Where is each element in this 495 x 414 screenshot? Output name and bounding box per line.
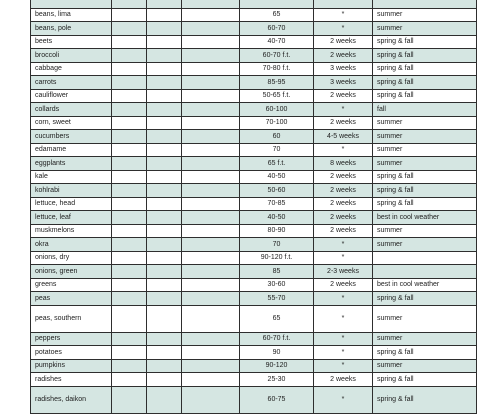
blank-cell xyxy=(147,157,182,171)
blank-cell xyxy=(147,35,182,49)
blank-cell xyxy=(112,49,147,63)
blank-cell xyxy=(182,359,240,373)
blank-cell xyxy=(112,116,147,130)
crop-name-cell: corn, sweet xyxy=(31,116,112,130)
blank-cell xyxy=(182,238,240,252)
table-row xyxy=(31,359,477,373)
days-to-harvest-cell: 80-90 xyxy=(240,224,314,238)
planting-interval-cell: 3 weeks xyxy=(314,62,373,76)
table-row xyxy=(31,35,477,49)
planting-interval-cell: 8 weeks xyxy=(314,157,373,171)
blank-cell xyxy=(147,197,182,211)
blank-cell xyxy=(112,157,147,171)
days-to-harvest-cell: 90 xyxy=(240,346,314,360)
season-cell: summer xyxy=(373,116,477,130)
days-to-harvest-cell: 60-70 f.t. xyxy=(240,49,314,63)
blank-cell xyxy=(182,224,240,238)
planting-interval-cell: 2 weeks xyxy=(314,278,373,292)
table-row xyxy=(31,0,477,8)
blank-cell xyxy=(112,292,147,306)
table-row xyxy=(31,76,477,90)
table-row xyxy=(31,22,477,36)
blank-cell xyxy=(182,332,240,346)
blank-cell xyxy=(147,224,182,238)
days-to-harvest-cell: 90-120 xyxy=(240,359,314,373)
blank-cell xyxy=(147,0,182,8)
blank-cell xyxy=(112,35,147,49)
crop-name-cell: peas, southern xyxy=(31,305,112,332)
blank-cell xyxy=(147,265,182,279)
planting-table xyxy=(30,0,477,414)
table-row xyxy=(31,8,477,22)
season-cell: spring & fall xyxy=(373,346,477,360)
table-row xyxy=(31,116,477,130)
blank-cell xyxy=(112,197,147,211)
table-row xyxy=(31,170,477,184)
days-to-harvest-cell: 70-100 xyxy=(240,116,314,130)
crop-name-cell: cabbage xyxy=(31,62,112,76)
table-row xyxy=(31,292,477,306)
crop-name-cell: greens xyxy=(31,278,112,292)
blank-cell xyxy=(147,116,182,130)
planting-interval-cell: 2 weeks xyxy=(314,373,373,387)
blank-cell xyxy=(112,211,147,225)
blank-cell xyxy=(147,238,182,252)
days-to-harvest-cell: 70-80 f.t. xyxy=(240,62,314,76)
blank-cell xyxy=(112,238,147,252)
blank-cell xyxy=(147,62,182,76)
planting-interval-cell: 2 weeks xyxy=(314,49,373,63)
blank-cell xyxy=(112,278,147,292)
season-cell: spring & fall xyxy=(373,373,477,387)
table-row xyxy=(31,49,477,63)
blank-cell xyxy=(182,35,240,49)
blank-cell xyxy=(182,211,240,225)
blank-cell xyxy=(147,292,182,306)
days-to-harvest-cell: 60-70 xyxy=(240,22,314,36)
blank-cell xyxy=(147,103,182,117)
crop-name-cell: radishes, daikon xyxy=(31,386,112,413)
blank-cell xyxy=(112,265,147,279)
blank-cell xyxy=(182,292,240,306)
planting-interval-cell: * xyxy=(314,292,373,306)
table-row xyxy=(31,265,477,279)
days-to-harvest-cell: 50-60 xyxy=(240,184,314,198)
season-cell: summer xyxy=(373,130,477,144)
crop-name-cell: beans, lima xyxy=(31,8,112,22)
blank-cell xyxy=(147,89,182,103)
season-cell: summer xyxy=(373,143,477,157)
crop-name-cell: pumpkins xyxy=(31,359,112,373)
days-to-harvest-cell: 85 xyxy=(240,265,314,279)
blank-cell xyxy=(147,8,182,22)
blank-cell xyxy=(112,305,147,332)
table-row xyxy=(31,197,477,211)
days-to-harvest-cell: 60-100 xyxy=(240,103,314,117)
table-row xyxy=(31,251,477,265)
crop-name-cell: onions, green xyxy=(31,265,112,279)
season-cell: summer xyxy=(373,157,477,171)
crop-name-cell: beans, pole xyxy=(31,22,112,36)
blank-cell xyxy=(147,332,182,346)
planting-interval-cell: * xyxy=(314,103,373,117)
blank-cell xyxy=(147,76,182,90)
crop-name-cell: potatoes xyxy=(31,346,112,360)
blank-cell xyxy=(182,278,240,292)
days-to-harvest-cell: 70-85 xyxy=(240,197,314,211)
planting-interval-cell: 2 weeks xyxy=(314,184,373,198)
blank-cell xyxy=(182,116,240,130)
blank-cell xyxy=(112,89,147,103)
table-row xyxy=(31,143,477,157)
blank-cell xyxy=(182,373,240,387)
blank-cell xyxy=(112,62,147,76)
season-cell: spring & fall xyxy=(373,49,477,63)
planting-table-sheet xyxy=(30,0,476,414)
days-to-harvest-cell: 70 xyxy=(240,143,314,157)
season-cell: summer xyxy=(373,359,477,373)
planting-interval-cell: * xyxy=(314,8,373,22)
days-to-harvest-cell: 70 xyxy=(240,238,314,252)
blank-cell xyxy=(182,143,240,157)
days-to-harvest-cell: 85-95 xyxy=(240,76,314,90)
crop-name-cell: peas xyxy=(31,292,112,306)
crop-name-cell: carrots xyxy=(31,76,112,90)
crop-name-cell: onions, dry xyxy=(31,251,112,265)
blank-cell xyxy=(147,170,182,184)
crop-name-cell: beets xyxy=(31,35,112,49)
blank-cell xyxy=(147,373,182,387)
table-row xyxy=(31,62,477,76)
table-row xyxy=(31,184,477,198)
season-cell: best in cool weather xyxy=(373,278,477,292)
blank-cell xyxy=(182,76,240,90)
blank-cell xyxy=(182,265,240,279)
crop-name-cell: kohlrabi xyxy=(31,184,112,198)
blank-cell xyxy=(147,211,182,225)
crop-name-cell: lettuce, head xyxy=(31,197,112,211)
table-row xyxy=(31,332,477,346)
blank-cell xyxy=(147,305,182,332)
days-to-harvest-cell: 65 xyxy=(240,305,314,332)
days-to-harvest-cell: 30-60 xyxy=(240,278,314,292)
crop-name-cell: kale xyxy=(31,170,112,184)
blank-cell xyxy=(182,197,240,211)
crop-name-cell: broccoli xyxy=(31,49,112,63)
blank-cell xyxy=(182,8,240,22)
crop-name-cell xyxy=(31,0,112,8)
crop-name-cell: eggplants xyxy=(31,157,112,171)
blank-cell xyxy=(182,62,240,76)
planting-interval-cell: 2 weeks xyxy=(314,224,373,238)
crop-name-cell: okra xyxy=(31,238,112,252)
planting-interval-cell: 2-3 weeks xyxy=(314,265,373,279)
season-cell xyxy=(373,265,477,279)
table-row xyxy=(31,278,477,292)
planting-interval-cell: * xyxy=(314,386,373,413)
blank-cell xyxy=(182,305,240,332)
days-to-harvest-cell xyxy=(240,0,314,8)
planting-interval-cell: * xyxy=(314,251,373,265)
table-row xyxy=(31,224,477,238)
crop-name-cell: collards xyxy=(31,103,112,117)
season-cell: spring & fall xyxy=(373,89,477,103)
days-to-harvest-cell: 65 f.t. xyxy=(240,157,314,171)
blank-cell xyxy=(147,184,182,198)
table-row xyxy=(31,211,477,225)
blank-cell xyxy=(182,22,240,36)
season-cell: summer xyxy=(373,224,477,238)
season-cell: best in cool weather xyxy=(373,211,477,225)
season-cell: spring & fall xyxy=(373,292,477,306)
planting-interval-cell: 2 weeks xyxy=(314,35,373,49)
blank-cell xyxy=(112,184,147,198)
days-to-harvest-cell: 50-65 f.t. xyxy=(240,89,314,103)
crop-name-cell: cucumbers xyxy=(31,130,112,144)
blank-cell xyxy=(112,22,147,36)
blank-cell xyxy=(182,184,240,198)
blank-cell xyxy=(112,332,147,346)
blank-cell xyxy=(182,157,240,171)
planting-interval-cell: 3 weeks xyxy=(314,76,373,90)
planting-interval-cell: * xyxy=(314,359,373,373)
blank-cell xyxy=(182,170,240,184)
blank-cell xyxy=(147,251,182,265)
blank-cell xyxy=(182,0,240,8)
blank-cell xyxy=(147,49,182,63)
season-cell: summer xyxy=(373,8,477,22)
blank-cell xyxy=(112,8,147,22)
blank-cell xyxy=(112,76,147,90)
blank-cell xyxy=(182,103,240,117)
crop-name-cell: radishes xyxy=(31,373,112,387)
blank-cell xyxy=(112,103,147,117)
planting-interval-cell: * xyxy=(314,346,373,360)
blank-cell xyxy=(112,373,147,387)
days-to-harvest-cell: 65 xyxy=(240,8,314,22)
days-to-harvest-cell: 55-70 xyxy=(240,292,314,306)
blank-cell xyxy=(112,251,147,265)
blank-cell xyxy=(112,346,147,360)
crop-name-cell: edamame xyxy=(31,143,112,157)
blank-cell xyxy=(112,170,147,184)
blank-cell xyxy=(147,130,182,144)
season-cell xyxy=(373,0,477,8)
blank-cell xyxy=(182,49,240,63)
blank-cell xyxy=(182,130,240,144)
planting-interval-cell: 4-5 weeks xyxy=(314,130,373,144)
blank-cell xyxy=(112,143,147,157)
days-to-harvest-cell: 25-30 xyxy=(240,373,314,387)
crop-name-cell: peppers xyxy=(31,332,112,346)
table-row xyxy=(31,103,477,117)
blank-cell xyxy=(182,346,240,360)
planting-interval-cell: * xyxy=(314,143,373,157)
table-row xyxy=(31,157,477,171)
season-cell: spring & fall xyxy=(373,197,477,211)
days-to-harvest-cell: 40-50 xyxy=(240,170,314,184)
days-to-harvest-cell: 60 xyxy=(240,130,314,144)
season-cell: fall xyxy=(373,103,477,117)
season-cell: spring & fall xyxy=(373,76,477,90)
blank-cell xyxy=(147,359,182,373)
blank-cell xyxy=(147,22,182,36)
blank-cell xyxy=(182,251,240,265)
planting-interval-cell: 2 weeks xyxy=(314,89,373,103)
table-row xyxy=(31,305,477,332)
season-cell: summer xyxy=(373,22,477,36)
table-row xyxy=(31,130,477,144)
days-to-harvest-cell: 60-70 f.t. xyxy=(240,332,314,346)
blank-cell xyxy=(182,89,240,103)
season-cell: spring & fall xyxy=(373,170,477,184)
season-cell: spring & fall xyxy=(373,184,477,198)
days-to-harvest-cell: 60-75 xyxy=(240,386,314,413)
season-cell: spring & fall xyxy=(373,386,477,413)
season-cell: spring & fall xyxy=(373,35,477,49)
blank-cell xyxy=(147,278,182,292)
blank-cell xyxy=(112,0,147,8)
blank-cell xyxy=(112,130,147,144)
table-row xyxy=(31,373,477,387)
days-to-harvest-cell: 40-70 xyxy=(240,35,314,49)
planting-interval-cell: * xyxy=(314,305,373,332)
planting-interval-cell: 2 weeks xyxy=(314,116,373,130)
planting-interval-cell: * xyxy=(314,22,373,36)
season-cell: summer xyxy=(373,305,477,332)
planting-interval-cell: 2 weeks xyxy=(314,170,373,184)
planting-interval-cell: 2 weeks xyxy=(314,197,373,211)
blank-cell xyxy=(147,143,182,157)
season-cell: summer xyxy=(373,238,477,252)
planting-interval-cell: 2 weeks xyxy=(314,211,373,225)
crop-name-cell: cauliflower xyxy=(31,89,112,103)
planting-interval-cell xyxy=(314,0,373,8)
crop-name-cell: muskmelons xyxy=(31,224,112,238)
blank-cell xyxy=(112,359,147,373)
season-cell xyxy=(373,251,477,265)
season-cell: summer xyxy=(373,332,477,346)
planting-table-body xyxy=(31,0,477,413)
days-to-harvest-cell: 90-120 f.t. xyxy=(240,251,314,265)
planting-interval-cell: * xyxy=(314,238,373,252)
crop-name-cell: lettuce, leaf xyxy=(31,211,112,225)
blank-cell xyxy=(112,224,147,238)
planting-interval-cell: * xyxy=(314,332,373,346)
season-cell: spring & fall xyxy=(373,62,477,76)
blank-cell xyxy=(147,346,182,360)
days-to-harvest-cell: 40-50 xyxy=(240,211,314,225)
table-row xyxy=(31,238,477,252)
table-row xyxy=(31,346,477,360)
table-row xyxy=(31,89,477,103)
